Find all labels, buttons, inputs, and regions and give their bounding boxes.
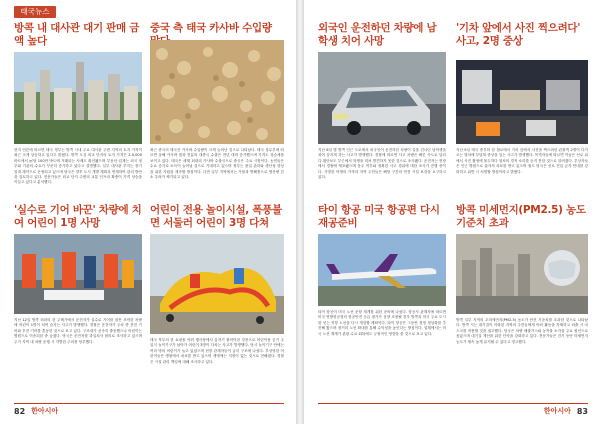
article-body: 지난 9일 태국 중부의 한 철로에서 기차 앞에서 사진을 찍으려던 관광객 2명이 다가오는 열차에 부딪혀 중상을 입는 사고가 발생했다. 목격자들에 따르면 이들은 선로 위에서 사진 촬영에 몰두하다 열차의 경적 소리를 듣지 못한 것으로 알려졌다. 부상자들은 인근 병원으로 옮겨져 치료를 받고 있으며 철도 당국은 선로 진입 금지 안내를 강화하고 위반 시 처벌할 방침이라고 밝혔다.: [456, 148, 588, 174]
article-body: 지난 12일 방콕 외곽의 한 주택가에서 운전자가 실수로 기어를 잘못 조작한 차량에 어린이 1명이 치여 숨지는 사고가 발생했다. 경찰은 운전자가 주차 중 전진 기어와 후진 기어를 혼동한 것으로 보고 있다. 구조대가 신속히 출동했으나 어린이는 병원으로 이송되던 중 숨졌다. 당국은 운전자를 과실치사 혐의로 조사하고 있으며 주거 지역 내 차량 운행 시 각별한 주의를 당부했다.: [14, 318, 142, 344]
book-spine: [296, 0, 304, 424]
footer-rule: [318, 403, 588, 404]
headline: 방콕 내 대사관 대기 판매 금액 높다: [14, 22, 140, 47]
headline: 중국 측 태국 카사바 수입량: [150, 22, 272, 34]
section-tab: 태국뉴스: [14, 6, 56, 18]
footer-rule: [14, 403, 284, 404]
right-page: [304, 0, 600, 424]
photo-car-crash: [318, 52, 446, 144]
photo-cassava-chips: [150, 40, 284, 144]
left-folio: [14, 406, 58, 416]
page-number: 83: [576, 406, 588, 416]
page-number: 82: [14, 406, 26, 416]
article-bouncy-castle: [150, 204, 284, 230]
article-thai-airways: [318, 204, 446, 230]
headline: 어린이 전용 놀이시설, 폭풍불면 서둘러 어린이 3명 다쳐: [150, 204, 282, 229]
left-page: [0, 0, 296, 424]
photo-inflatable: [150, 234, 284, 334]
headline: '실수로 기어 바꾼' 차량에 치여 어린이 1명 사망: [14, 204, 142, 229]
photo-bangkok-skyline: [14, 52, 142, 144]
article-body: 지난 6일 밤 방콕 인근 도로에서 외국인이 운전하던 차량이 길을 건너던 남학생을 치어 숨지게 하는 사고가 발생했다. 경찰에 따르면 사고 차량은 빠른 속도로 달리다 횡단보도 부근에서 학생을 미처 발견하지 못한 것으로 조사됐다. 운전자는 현장에서 경찰에 체포됐으며 음주 여부와 정확한 사고 경위에 대한 조사가 진행 중이다. 사망한 학생의 가족과 지역 주민들은 해당 구간의 안전 시설 보강을 요구하고 있다.: [318, 148, 446, 180]
article-student-accident: [318, 22, 446, 48]
article-body: 최근 중국의 태국산 카사바 수입량이 크게 늘어난 것으로 나타났다. 태국 상무부에 따르면 올해 카사바 칩과 전분의 대중국 수출은 전년 대비 증가했으며 가격도 상승세를 보이고 있다. 태국은 세계 최대의 카사바 수출국으로 중국은 주요 시장이다. 농민들은 수요 증가로 소득이 늘어날 것으로 기대하고 있으며 정부는 품질 관리와 생산성 향상을 위한 지원을 계속할 방침이다. 다만 일부 지역에서는 가뭄과 병해충으로 생산량 감소 우려가 제기되고 있다.: [150, 148, 284, 180]
photo-rescue-scene: [14, 234, 142, 314]
article-body: 현지 언론에 따르면 태국 정부는 방콕 시내 주요 대사관 주변 지역의 토지 가격이 최근 크게 상승하고 있다고 밝혔다. 방콕 도심 외교 단지의 토지 가격은 2.0,000바트에서 ㎡당 100만 바트에 거래되는 사례도 확인됐으며 부동산 업계는 외국 정부와 기관의 수요가 꾸준히 증가하고 있다고 설명했다. 일부 대사관 부지는 장기 임대 계약으로 운영되고 있으며 당국은 향후 도시 개발 계획과 연계하여 관리 방안을 검토하고 있다. 전문가들은 외교 단지 주변의 교통 인프라 확충이 가격 상승을 이끌고 있다고 분석했다.: [14, 148, 142, 185]
magazine-logo: 한아시아: [31, 407, 59, 415]
article-pm25: [456, 204, 588, 230]
article-child-gear: [14, 204, 142, 230]
photo-airplane: [318, 234, 446, 306]
magazine-logo: 한아시아: [543, 407, 571, 415]
article-train-photo: [456, 22, 588, 48]
photo-train-accident: [456, 60, 588, 144]
article-body: 태국 북부의 한 쇼핑몰 야외 행사장에서 갑자기 불어닥친 강풍으로 어린이용 공기 주입식 놀이기구가 날아가 어린이 3명이 다치는 사고가 발생했다. 당시 놀이기구 안에는 여러 명의 어린이가 놀고 있었으며 현장 관계자들이 급히 구조에 나섰다. 부상당한 어린이들은 병원에서 치료를 받고 있으며 생명에는 지장이 없는 것으로 전해졌다. 경찰은 시설 관리 책임에 대해 조사하고 있다.: [150, 338, 284, 364]
article-body: 방콕 일부 지역의 초미세먼지(PM2.5) 농도가 안전 기준치를 초과한 것으로 나타났다. 방콕 시는 대기질이 악화된 지역의 주민들에게 야외 활동을 자제하고 외출 시 마스크를 착용할 것을 권고했다. 당국은 차량 배출가스와 농작물 소각을 주요 원인으로 꼽았으며 대기질 개선을 위한 단속을 강화하고 있다. 전문가들은 건기 동안 미세먼지 농도가 계속 높게 유지될 수 있다고 경고했다.: [456, 318, 588, 344]
photo-hazy-city: [456, 234, 588, 314]
headline: 타이 항공 미국 항공편 다시 재공준비: [318, 204, 440, 229]
headline: '기차 앞에서 사진 찍으려다' 사고, 2명 중상: [456, 22, 581, 47]
article-embassy-land: [14, 22, 142, 48]
headline: 외국인 운전하던 차량에 남학생 치어 사망: [318, 22, 437, 47]
headline: 방콕 미세먼지(PM2.5) 농도 기준치 초과: [456, 204, 586, 229]
article-body: 타이 항공이 미국 노선 운항 재개를 위한 준비에 나섰다. 항공사 관계자에 따르면 미국 연방항공청의 항공안전 등급 평가가 상향 조정될 경우 방콕과 미국 주요 도시를 잇는 직항 노선을 다시 개설할 계획이다. 타이 항공은 그동안 경영 정상화를 추진해 왔으며 장거리 노선 확대를 통해 수익성을 높인다는 방침이다. 업계에서는 미국 노선 재개가 관광 수요 회복에도 긍정적인 영향을 줄 것으로 보고 있다.: [318, 310, 446, 336]
right-folio: [544, 406, 588, 416]
